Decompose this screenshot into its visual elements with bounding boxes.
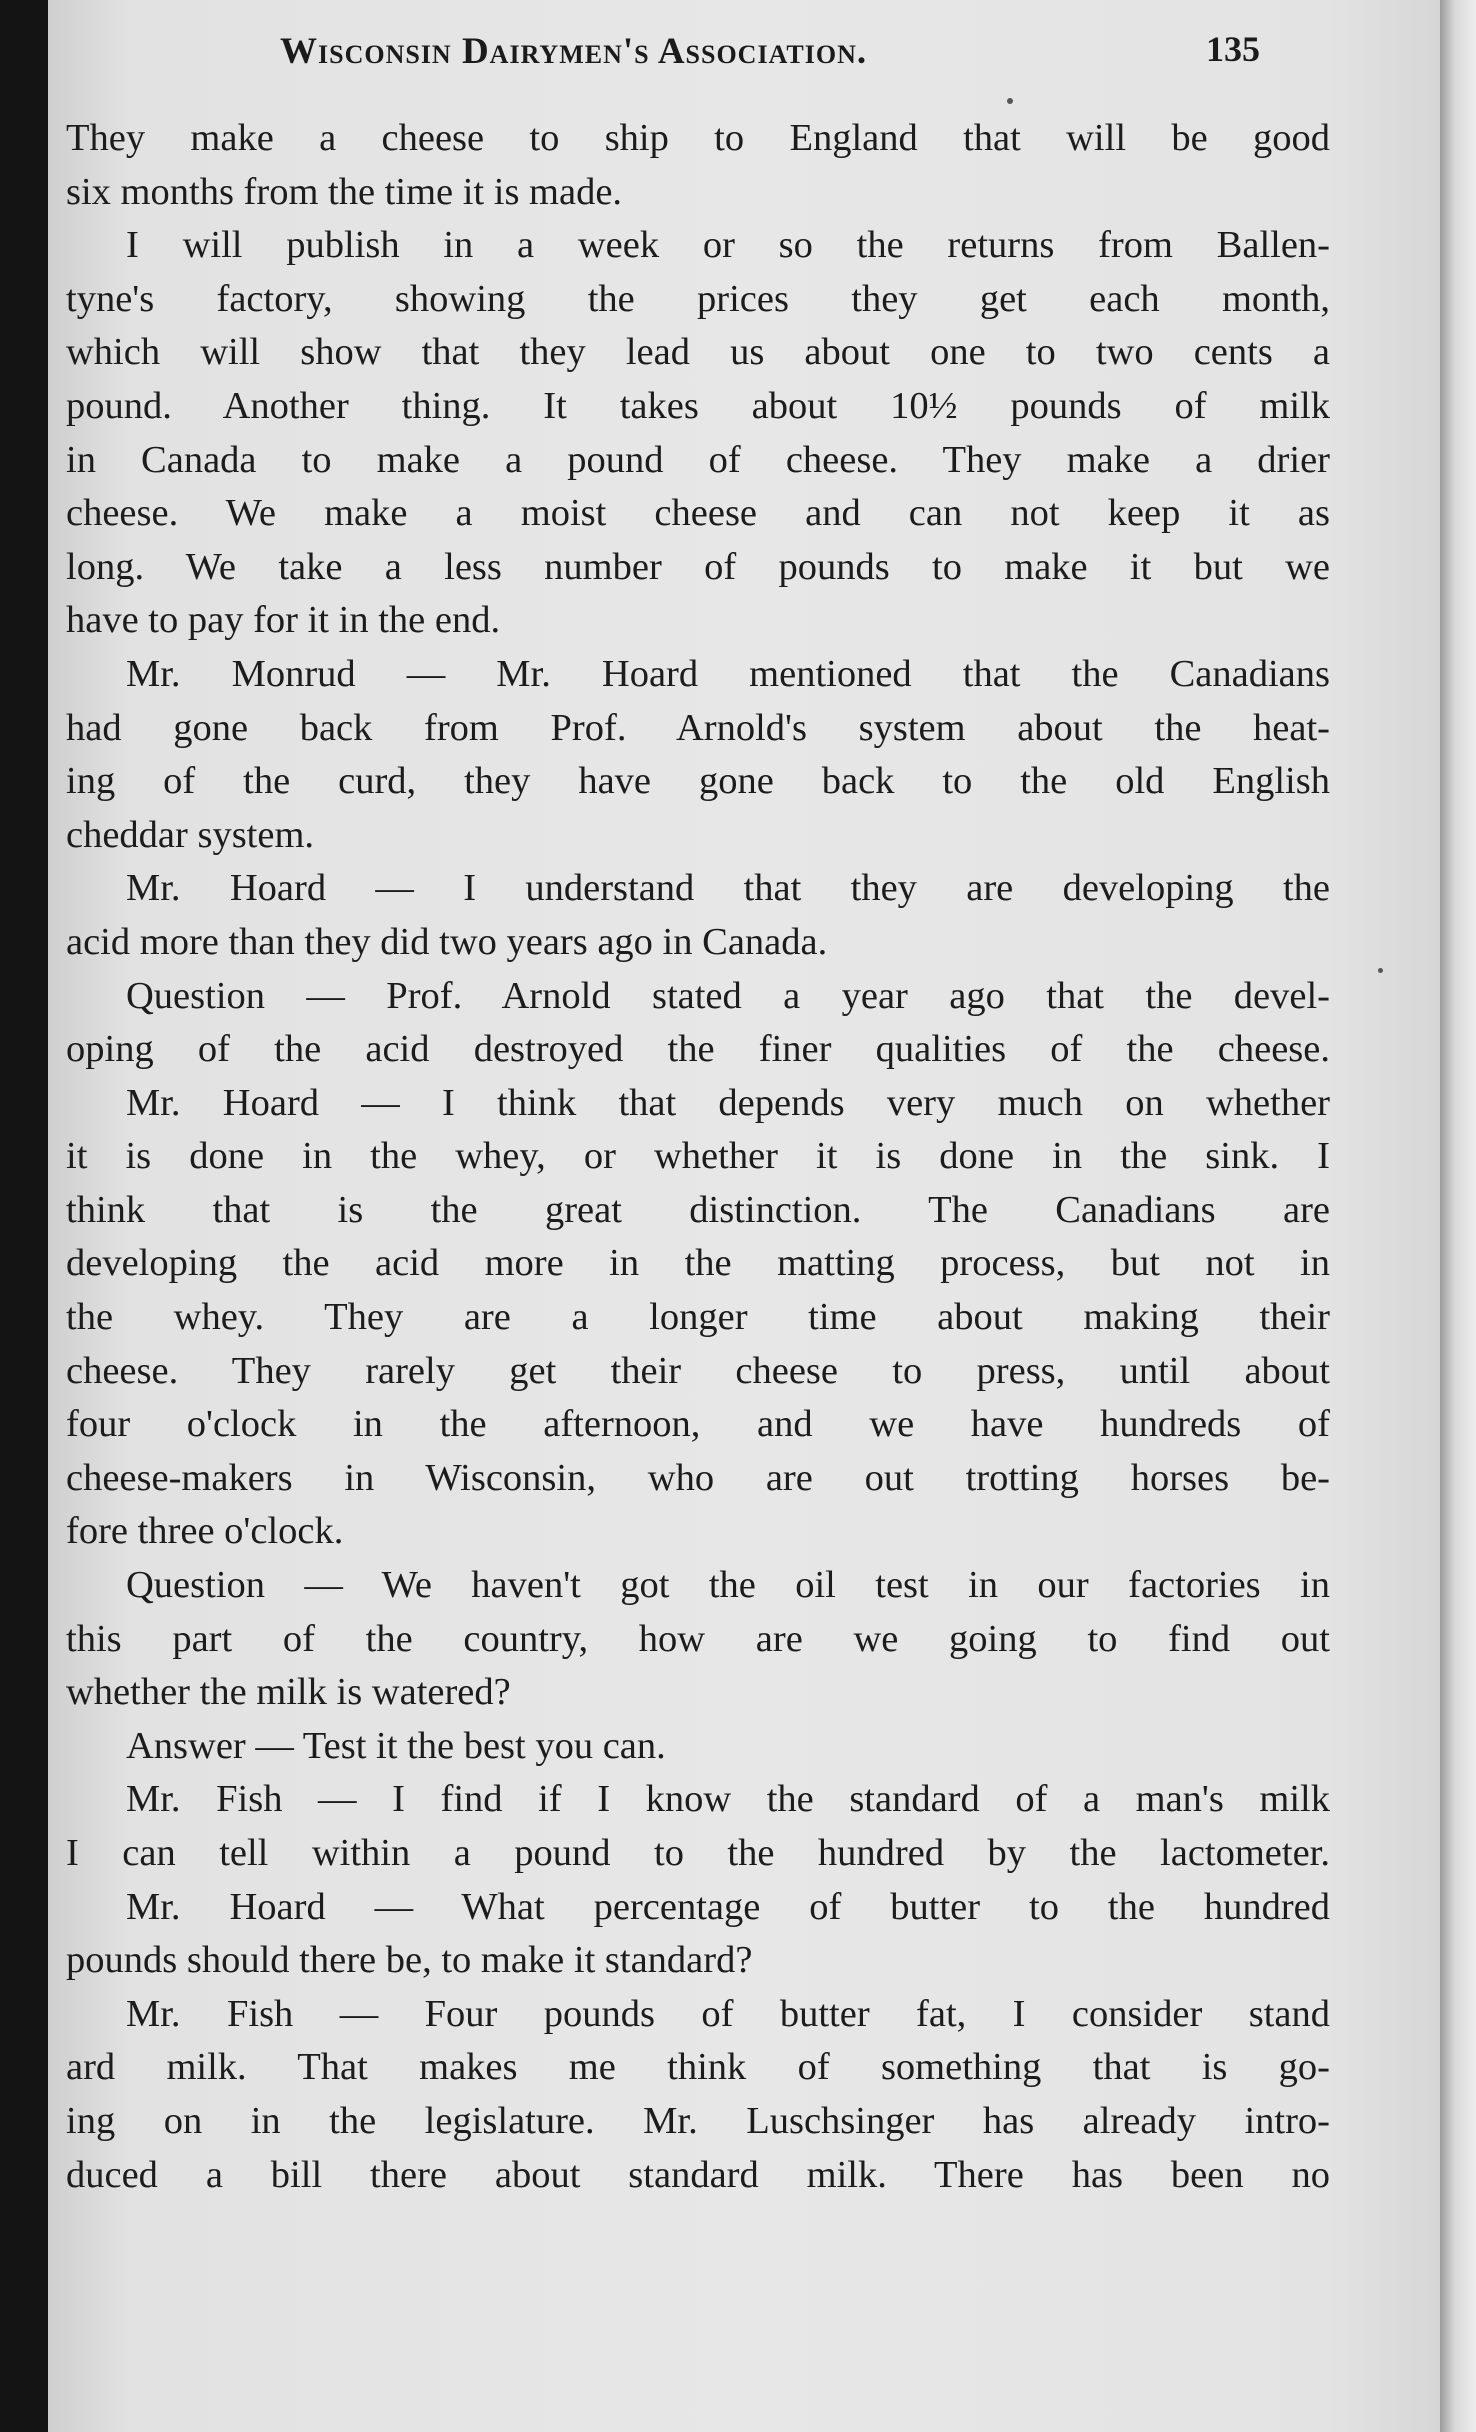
- text-line: Mr. Fish — I find if I know the standard of a man's milk: [126, 1778, 1330, 1821]
- page-edge: [1440, 0, 1476, 2432]
- text-line: think that is the great distinction. The Canadians are: [66, 1188, 1330, 1231]
- body-text: [66, 112, 1330, 2202]
- text-line: this part of the country, how are we going to find out: [66, 1617, 1330, 1660]
- text-line: Question — Prof. Arnold stated a year ago that the devel-: [126, 974, 1330, 1017]
- text-line: Mr. Hoard — What percentage of butter to the hundred: [126, 1885, 1330, 1928]
- running-head: Wisconsin Dairymen's Association.: [280, 31, 868, 72]
- text-line: oping of the acid destroyed the finer qualities of the cheese.: [66, 1028, 1330, 1071]
- text-line: developing the acid more in the matting process, but not in: [66, 1242, 1330, 1285]
- ink-speck: [1007, 98, 1013, 104]
- text-line: four o'clock in the afternoon, and we have hundreds of: [66, 1403, 1330, 1446]
- text-line: cheddar system.: [66, 813, 315, 856]
- ink-speck: [1378, 968, 1383, 973]
- text-line: six months from the time it is made.: [66, 170, 623, 213]
- text-line: fore three o'clock.: [66, 1510, 344, 1553]
- text-line: Mr. Hoard — I understand that they are developing the: [126, 867, 1330, 910]
- text-line: They make a cheese to ship to England that will be good: [66, 117, 1330, 159]
- text-line: had gone back from Prof. Arnold's system about the heat-: [66, 706, 1330, 749]
- text-line: Mr. Hoard — I think that depends very much on whether: [126, 1081, 1330, 1124]
- page-number: 135: [1206, 29, 1260, 69]
- text-line: whether the milk is watered?: [66, 1671, 511, 1714]
- text-line: in Canada to make a pound of cheese. They make a drier: [66, 438, 1330, 481]
- text-line: Mr. Monrud — Mr. Hoard mentioned that the Canadians: [126, 652, 1330, 695]
- text-line: cheese. We make a moist cheese and can not keep it as: [66, 492, 1330, 535]
- text-line: Question — We haven't got the oil test in our factories in: [126, 1564, 1330, 1607]
- text-line: which will show that they lead us about one to two cents a: [66, 331, 1330, 374]
- text-line: acid more than they did two years ago in Canada.: [66, 920, 828, 963]
- text-line: it is done in the whey, or whether it is done in the sink. I: [66, 1135, 1330, 1178]
- text-line: ing on in the legislature. Mr. Luschsinger has already intro-: [66, 2099, 1330, 2142]
- page-header: [280, 30, 1260, 80]
- text-line: the whey. They are a longer time about making their: [66, 1296, 1330, 1339]
- text-line: tyne's factory, showing the prices they get each month,: [66, 277, 1330, 320]
- text-line: I will publish in a week or so the returns from Ballen-: [126, 224, 1330, 267]
- text-line: I can tell within a pound to the hundred by the lactometer.: [66, 1832, 1330, 1874]
- text-line: cheese-makers in Wisconsin, who are out trotting horses be-: [66, 1456, 1330, 1499]
- text-line: pounds should there be, to make it standard?: [66, 1939, 753, 1982]
- text-line: Mr. Fish — Four pounds of butter fat, I consider stand: [126, 1992, 1330, 2035]
- text-line: ard milk. That makes me think of something that is go-: [66, 2046, 1330, 2089]
- text-line: Answer — Test it the best you can.: [126, 1724, 666, 1767]
- text-line: ing of the curd, they have gone back to the old English: [66, 760, 1330, 803]
- text-line: pound. Another thing. It takes about 10½ pounds of milk: [66, 384, 1330, 427]
- text-line: long. We take a less number of pounds to make it but we: [66, 545, 1330, 588]
- text-line: have to pay for it in the end.: [66, 599, 501, 642]
- text-line: cheese. They rarely get their cheese to press, until about: [66, 1349, 1330, 1392]
- text-line: duced a bill there about standard milk. There has been no: [66, 2153, 1330, 2196]
